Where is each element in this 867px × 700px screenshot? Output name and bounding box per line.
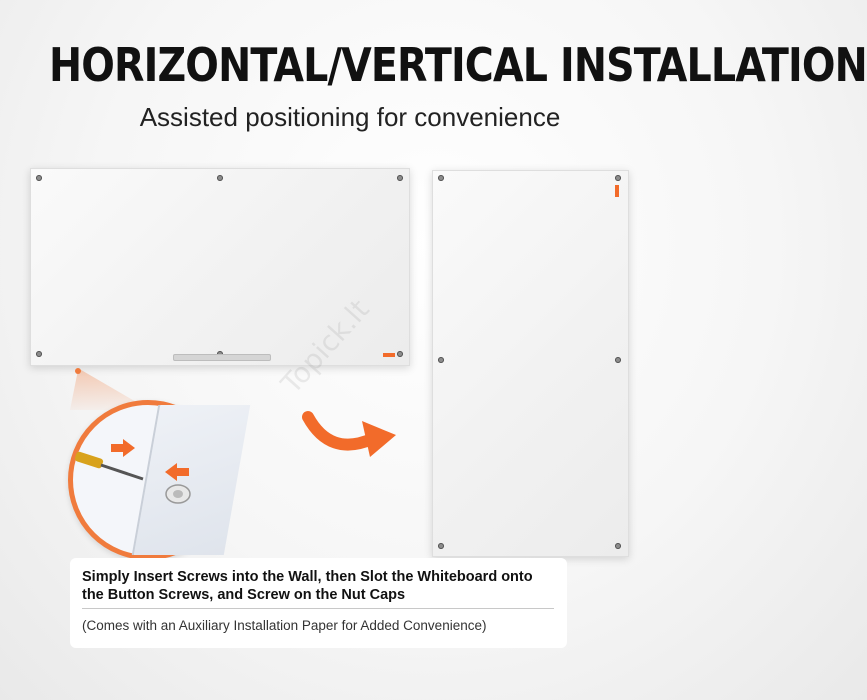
- screw-icon: [615, 175, 621, 181]
- nut-cap-icon: [163, 481, 193, 507]
- instruction-text: Simply Insert Screws into the Wall, then Slot the Whiteboard onto the Button Screws, and Screw on the Nut Caps: [82, 569, 533, 603]
- page-subtitle: Assisted positioning for convenience: [139, 102, 561, 132]
- screw-icon: [36, 175, 42, 181]
- page-title: HORIZONTAL/VERTICAL INSTALLATION: [49, 38, 867, 92]
- brand-tag-icon: [615, 185, 619, 197]
- arrow-left-icon: [165, 463, 189, 481]
- watermark: Topick.lt: [274, 292, 376, 401]
- info-card: [70, 558, 567, 648]
- whiteboard-vertical: [432, 170, 629, 557]
- divider: [82, 608, 554, 609]
- screw-icon: [397, 351, 403, 357]
- brand-tag-icon: [383, 353, 395, 357]
- arrow-right-icon: [111, 439, 135, 457]
- screw-icon: [438, 175, 444, 181]
- note-text: (Comes with an Auxiliary Installation Paper for Added Convenience): [82, 618, 487, 633]
- screw-icon: [438, 543, 444, 549]
- curved-arrow-icon: [300, 395, 400, 465]
- screw-icon: [75, 368, 81, 374]
- installation-detail-circle: [68, 400, 228, 560]
- screw-icon: [615, 357, 621, 363]
- screw-icon: [217, 175, 223, 181]
- screw-icon: [615, 543, 621, 549]
- screw-icon: [36, 351, 42, 357]
- screw-icon: [397, 175, 403, 181]
- screw-icon: [438, 357, 444, 363]
- marker-tray: [173, 354, 271, 361]
